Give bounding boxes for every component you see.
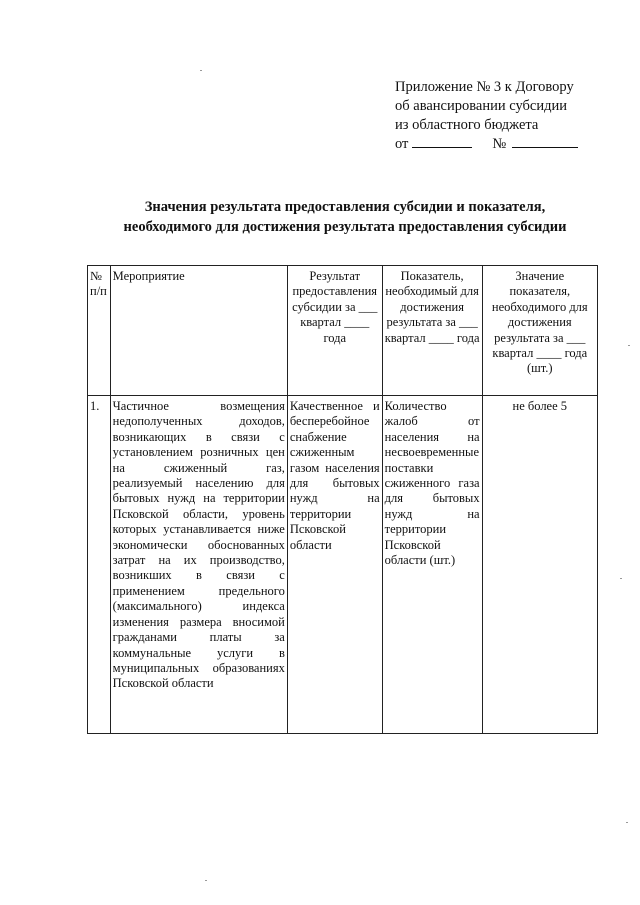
appendix-line-1: Приложение № 3 к Договору (395, 79, 574, 95)
appendix-date-number-line (395, 135, 625, 154)
header-value: Значение показателя, необходимого для достижения результата за ___ квартал ____ года (шт.) (482, 266, 597, 396)
table-header-row (88, 266, 598, 396)
title-line-1: Значения результата предоставления субсидии и показателя, (144, 199, 546, 215)
header-indicator: Показатель, необходимый для достижения результата за ___ квартал ____ года (382, 266, 482, 396)
title-line-2: необходимого для достижения результата предоставления субсидии (123, 219, 567, 235)
appendix-line-3: из областного бюджета (395, 117, 539, 133)
header-num: № п/п (88, 266, 111, 396)
date-blank (412, 135, 472, 148)
appendix-block (395, 78, 625, 154)
scan-speck (628, 345, 630, 346)
header-result: Результат предоставления субсидии за ___ квартал ____ года (287, 266, 382, 396)
document-title (90, 197, 600, 237)
cell-indicator: Количество жалоб от населения на несвоевременные поставки сжиженного газа для бытовых нужд на территории Псковской области (шт.) (382, 396, 482, 734)
number-blank (512, 135, 578, 148)
scan-speck (620, 578, 622, 579)
results-table (87, 265, 598, 734)
cell-activity: Частичное возмещения недополученных доходов, возникающих в связи с установлением розничных цен на сжиженный газ, реализуемый населению для бытовых нужд на территории Псковской области, уровень которых устанавливается ниже экономически обоснованных затрат на их производство, возникших в связи с применением предельного (максимального) индекса изменения размера вносимой гражданами платы за коммунальные услуги в муниципальных образованиях Псковской области (110, 396, 287, 734)
scan-speck (205, 880, 207, 881)
number-label: № (492, 136, 507, 152)
table-row (88, 396, 598, 734)
cell-num: 1. (88, 396, 111, 734)
from-label: от (395, 136, 409, 152)
cell-value: не более 5 (482, 396, 597, 734)
scan-speck (626, 822, 628, 823)
scan-speck (200, 70, 202, 71)
appendix-line-2: об авансировании субсидии (395, 98, 568, 114)
cell-result: Качественное и бесперебойное снабжение сжиженным газом населения для бытовых нужд на территории Псковской области (287, 396, 382, 734)
header-activity: Мероприятие (110, 266, 287, 396)
